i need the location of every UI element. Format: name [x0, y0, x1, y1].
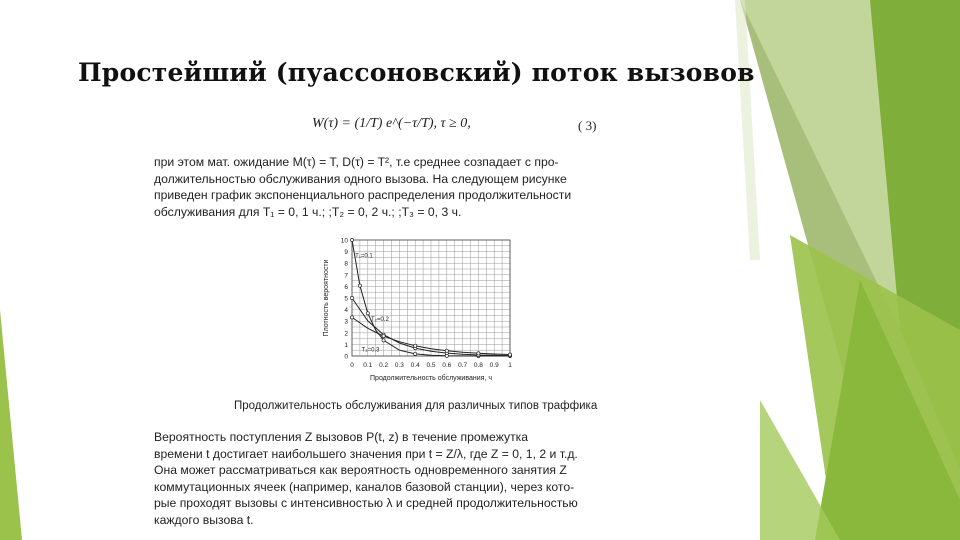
- paragraph-2-line: каждого вызова t.: [154, 512, 254, 527]
- data-point: [366, 312, 369, 315]
- x-tick-label: 0.3: [394, 362, 404, 369]
- y-tick-label: 7: [344, 272, 348, 280]
- series-label: T₁=0.1: [355, 253, 373, 260]
- paragraph-2-line: рые проходят вызовы с интенсивностью λ и средней продолжительностью: [154, 496, 578, 510]
- paragraph-1-line: обслуживания для T₁ = 0, 1 ч.; ;T₂ = 0, 2 ч.; ;T₃ = 0, 3 ч.: [154, 204, 462, 219]
- data-point: [445, 349, 448, 352]
- data-point: [350, 238, 353, 241]
- x-tick-label: 1: [508, 362, 512, 369]
- data-point: [477, 352, 480, 355]
- x-tick-label: 0.8: [473, 362, 483, 369]
- y-tick-label: 0: [344, 353, 348, 361]
- y-tick-label: 6: [344, 283, 348, 291]
- scanned-text-image: [150, 112, 690, 532]
- paragraph-2-line: времени t достигает наибольшего значения при t = Z/λ, где Z = 0, 1, 2 и т.д.: [154, 446, 578, 461]
- paragraph-2-line: Она может рассматриваться как вероятность одновременного занятия Z: [154, 463, 567, 477]
- figure-caption: Продолжительность обслуживания для различных типов траффика: [234, 400, 598, 412]
- data-point: [382, 339, 385, 342]
- data-point: [350, 316, 353, 319]
- y-tick-label: 4: [344, 307, 348, 315]
- deco-triangle-left: [0, 310, 22, 540]
- data-point: [508, 353, 511, 356]
- formula-number: ( 3): [578, 118, 597, 133]
- data-point: [414, 344, 417, 347]
- x-tick-label: 0.2: [379, 362, 389, 369]
- series-label: T₃=0.3: [361, 347, 380, 354]
- paragraph-1: [154, 154, 684, 220]
- paragraph-2: [154, 429, 684, 528]
- y-axis-label: Плотность вероятности: [323, 259, 330, 337]
- y-tick-label: 8: [344, 260, 348, 268]
- x-tick-label: 0.1: [363, 362, 373, 369]
- data-point: [358, 284, 361, 287]
- paragraph-1-line: приведен график экспоненциального распределения продолжительности: [154, 188, 572, 202]
- slide-title: Простейший (пуассоновский) поток вызовов: [78, 58, 755, 87]
- x-tick-label: 0.7: [458, 362, 468, 369]
- x-tick-label: 0.6: [442, 362, 452, 369]
- paragraph-2-line: коммутационных ячеек (например, каналов базовой станции), через кото-: [154, 479, 575, 494]
- data-point: [350, 296, 353, 299]
- formula: W(τ) = (1/T) e^(−τ/T), τ ≥ 0,: [312, 116, 471, 131]
- x-axis-label: Продолжительность обслуживания, ч: [370, 375, 492, 382]
- paragraph-2-line: Вероятность поступления Z вызовов P(t, z) в течение промежутка: [154, 430, 529, 444]
- data-point: [382, 335, 385, 338]
- y-tick-label: 2: [344, 330, 348, 338]
- x-tick-label: 0.4: [410, 362, 420, 369]
- density-chart: [318, 232, 518, 394]
- y-tick-label: 9: [344, 249, 348, 257]
- paragraph-1-line: при этом мат. ожидание M(τ) = T, D(τ) = T², т.е среднее созпадает с про-: [154, 155, 559, 169]
- y-tick-label: 5: [344, 295, 348, 303]
- x-tick-label: 0: [350, 362, 354, 369]
- paragraph-1-line: должительностью обслуживания одного вызова. На следующем рисунке: [154, 171, 567, 186]
- x-tick-label: 0.5: [426, 362, 436, 369]
- x-tick-label: 0.9: [489, 362, 499, 369]
- y-tick-label: 10: [340, 237, 348, 245]
- y-tick-label: 1: [344, 341, 348, 349]
- y-tick-label: 3: [344, 318, 348, 326]
- data-point: [414, 352, 417, 355]
- series-label: T₂=0.2: [370, 317, 389, 324]
